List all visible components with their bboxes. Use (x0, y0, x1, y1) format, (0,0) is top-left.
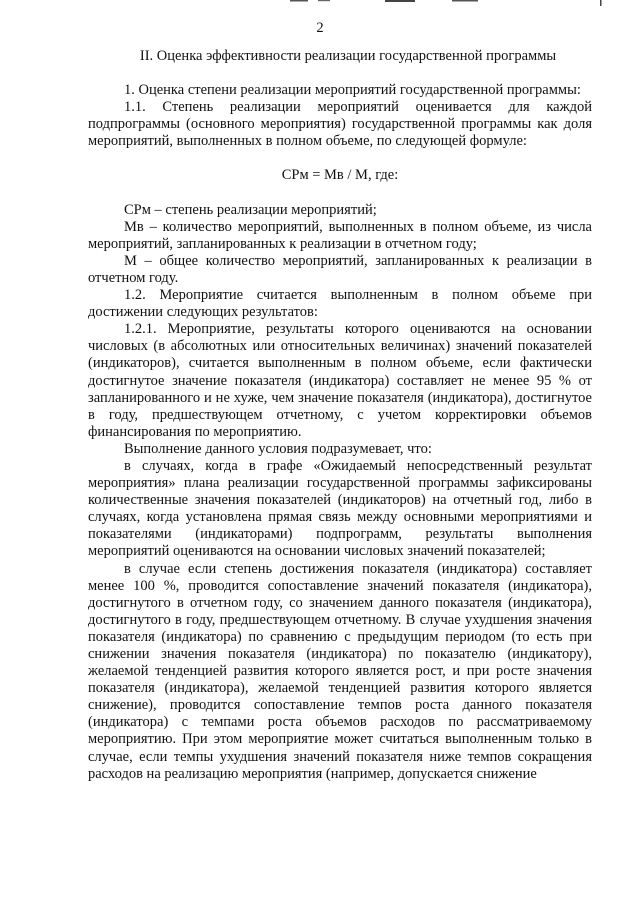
paragraph: 1.1. Степень реализации мероприятий оценивается для каждой подпрограммы (основного мероприятия) государственной программы как доля мероприятий, выполненных в полном объеме, по следующей формуле: (88, 99, 592, 150)
scan-artifact (0, 0, 640, 6)
section-title: II. Оценка эффективности реализации государственной программы (139, 48, 557, 64)
page-number: 2 (316, 20, 324, 36)
paragraph: 1.2. Мероприятие считается выполненным в полном объеме при достижении следующих результатов: (88, 287, 592, 321)
formula: СРм = Мв / М, где: (281, 167, 399, 184)
paragraph: М – общее количество мероприятий, запланированных к реализации в отчетном году. (88, 252, 592, 286)
document-body (88, 48, 592, 783)
paragraph: Выполнение данного условия подразумевает, что: (124, 440, 432, 457)
paragraph: 1.2.1. Мероприятие, результаты которого оцениваются на основании числовых (в абсолютных или относительных величинах) значений показателей (индикаторов), считается выполненным в полном объеме, если фактически достигнутое значение показателя (индикатора) составляет не менее 95 % от запланированного и не хуже, чем значение показателя (индикатора), достигнутое в году, предшествующем отчетному, с учетом корректировки объемов финансирования по мероприятию. (88, 321, 592, 440)
paragraph: 1. Оценка степени реализации мероприятий государственной программы: (124, 82, 581, 99)
paragraph: Мв – количество мероприятий, выполненных в полном объеме, из числа мероприятий, запланированных к реализации в отчетном году; (88, 218, 592, 252)
paragraph: в случаях, когда в графе «Ожидаемый непосредственный результат мероприятия» плана реализации государственной программы зафиксированы количественные значения показателей (индикаторов) на отчетный год, либо в случаях, когда установлена прямая связь между основными мероприятиями и показателями (индикаторами) подпрограмм, результаты выполнения мероприятий оцениваются на основании числовых значений показателей; (88, 457, 592, 560)
paragraph: СРм – степень реализации мероприятий; (124, 201, 377, 218)
paragraph: в случае если степень достижения показателя (индикатора) составляет менее 100 %, проводится сопоставление значений показателя (индикатора), достигнутого в отчетном году, со значением данного показателя (индикатора), достигнутого в году, предшествующем отчетному. В случае ухудшения значения показателя (индикатора) по сравнению с предыдущим периодом (то есть при снижении значения показателя (индикатора) по показателю (индикатору), желаемой тенденцией развития которого является рост, и при росте значения показателя (индикатора), желаемой тенденцией развития которого является снижение), проводится сопоставление темпов роста данного показателя (индикатора) с темпами роста объемов расходов по рассматриваемому мероприятию. При этом мероприятие может считаться выполненным только в случае, если темпы ухудшения значений показателя ниже темпов сокращения расходов на реализацию мероприятия (например, допускается снижение (88, 560, 592, 782)
